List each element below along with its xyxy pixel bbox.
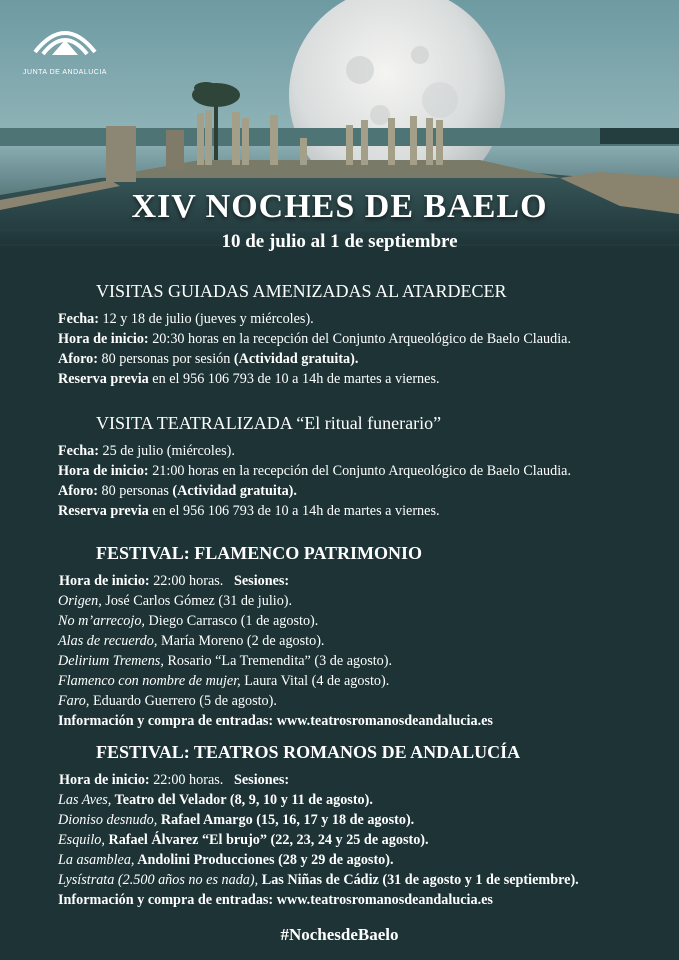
event-title: XIV NOCHES DE BAELO — [131, 188, 548, 225]
fecha-line: Fecha: 25 de julio (miércoles). — [58, 443, 235, 459]
section-heading: FESTIVAL: TEATROS ROMANOS DE ANDALUCÍA — [96, 742, 521, 762]
section-visita-teatralizada — [58, 413, 668, 521]
info-line: Información y compra de entradas: www.teatrosromanosdeandalucia.es — [58, 892, 493, 908]
info-line: Información y compra de entradas: www.teatrosromanosdeandalucia.es — [58, 713, 493, 729]
session-item: La asamblea, Andolini Producciones (28 y 29 de agosto). — [58, 852, 394, 868]
hora-line: Hora de inicio: 22:00 horas. Sesiones: — [59, 772, 290, 788]
aforo-line: Aforo: 80 personas (Actividad gratuita). — [58, 483, 297, 499]
session-item: Delirium Tremens, Rosario “La Tremendita” (3 de agosto). — [58, 653, 393, 669]
section-visitas-guiadas — [58, 281, 668, 389]
session-item: Esquilo, Rafael Álvarez “El brujo” (22, 23, 24 y 25 de agosto). — [58, 832, 429, 848]
logo-emblem-icon — [30, 20, 100, 62]
junta-de-andalucia-logo — [22, 20, 108, 76]
fecha-line: Fecha: 12 y 18 de julio (jueves y miércoles). — [58, 311, 314, 327]
hora-line: Hora de inicio: 20:30 horas en la recepción del Conjunto Arqueológico de Baelo Claudia. — [58, 331, 572, 347]
hora-line: Hora de inicio: 22:00 horas. Sesiones: — [59, 573, 290, 589]
session-item: Las Aves, Teatro del Velador (8, 9, 10 y 11 de agosto). — [58, 792, 373, 808]
session-item: Lysístrata (2.500 años no es nada), Las Niñas de Cádiz (31 de agosto y 1 de septiembre). — [58, 872, 579, 888]
logo-text: JUNTA DE ANDALUCIA — [23, 69, 107, 76]
section-heading: VISITAS GUIADAS AMENIZADAS AL ATARDECER — [96, 281, 507, 301]
section-flamenco-patrimonio — [58, 543, 668, 731]
session-item: Faro, Eduardo Guerrero (5 de agosto). — [58, 693, 277, 709]
reserva-line: Reserva previa en el 956 106 793 de 10 a 14h de martes a viernes. — [58, 503, 440, 519]
hashtag: #NochesdeBaelo — [280, 925, 399, 944]
hora-line: Hora de inicio: 21:00 horas en la recepción del Conjunto Arqueológico de Baelo Claudia. — [58, 463, 572, 479]
reserva-line: Reserva previa en el 956 106 793 de 10 a 14h de martes a viernes. — [58, 371, 440, 387]
section-teatros-romanos — [58, 742, 668, 910]
aforo-line: Aforo: 80 personas por sesión (Actividad gratuita). — [58, 351, 359, 367]
event-dates: 10 de julio al 1 de septiembre — [221, 231, 458, 252]
session-item: Alas de recuerdo, María Moreno (2 de agosto). — [58, 633, 325, 649]
session-item: Dioniso desnudo, Rafael Amargo (15, 16, 17 y 18 de agosto). — [58, 812, 415, 828]
session-item: Origen, José Carlos Gómez (31 de julio). — [58, 593, 293, 609]
session-item: Flamenco con nombre de mujer, Laura Vital (4 de agosto). — [58, 673, 390, 689]
session-item: No m’arrecojo, Diego Carrasco (1 de agosto). — [58, 613, 319, 629]
section-heading: FESTIVAL: FLAMENCO PATRIMONIO — [96, 543, 423, 563]
section-heading: VISITA TEATRALIZADA “El ritual funerario” — [96, 413, 442, 433]
